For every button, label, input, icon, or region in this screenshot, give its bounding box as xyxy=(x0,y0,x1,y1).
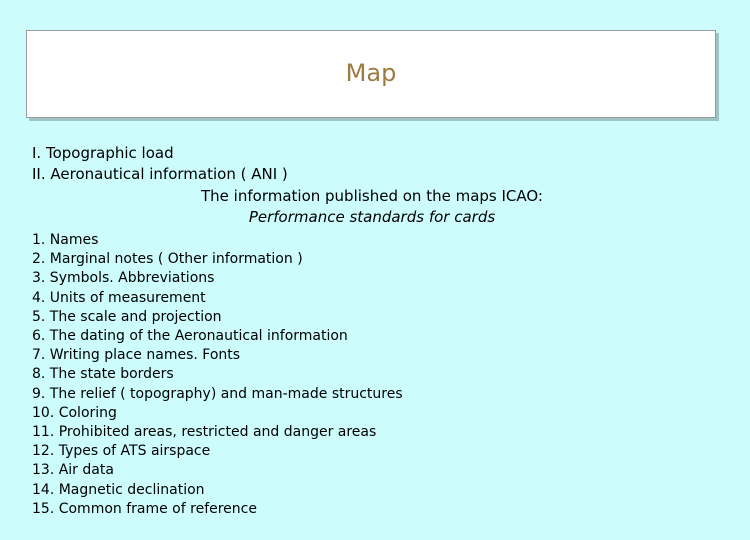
list-item: 3. Symbols. Abbreviations xyxy=(32,270,215,287)
title-box xyxy=(26,30,716,118)
heading-topographic-load: I. Topographic load xyxy=(32,144,174,162)
list-item: 6. The dating of the Aeronautical information xyxy=(32,328,348,345)
list-item: 11. Prohibited areas, restricted and danger areas xyxy=(32,424,377,441)
icao-subtitle: The information published on the maps ICAO: xyxy=(201,187,543,205)
list-item: 9. The relief ( topography) and man-made structures xyxy=(32,385,403,402)
standards-list xyxy=(32,231,403,519)
list-item: 1. Names xyxy=(32,232,99,248)
list-item: 14. Magnetic declination xyxy=(32,481,205,498)
list-item: 8. The state borders xyxy=(32,366,174,383)
list-item: 7. Writing place names. Fonts xyxy=(32,347,241,364)
list-item: 15. Common frame of reference xyxy=(32,500,257,517)
list-item: 2. Marginal notes ( Other information ) xyxy=(32,251,303,268)
list-item: 5. The scale and projection xyxy=(32,308,222,325)
heading-aeronautical-information: II. Aeronautical information ( ANI ) xyxy=(32,165,288,183)
list-item: 4. Units of measurement xyxy=(32,289,206,306)
performance-standards-subtitle: Performance standards for cards xyxy=(248,208,496,226)
list-item: 13. Air data xyxy=(32,462,114,479)
list-item: 12. Types of ATS airspace xyxy=(32,443,211,460)
slide-title: Map xyxy=(345,59,397,87)
list-item: 10. Coloring xyxy=(32,404,117,421)
